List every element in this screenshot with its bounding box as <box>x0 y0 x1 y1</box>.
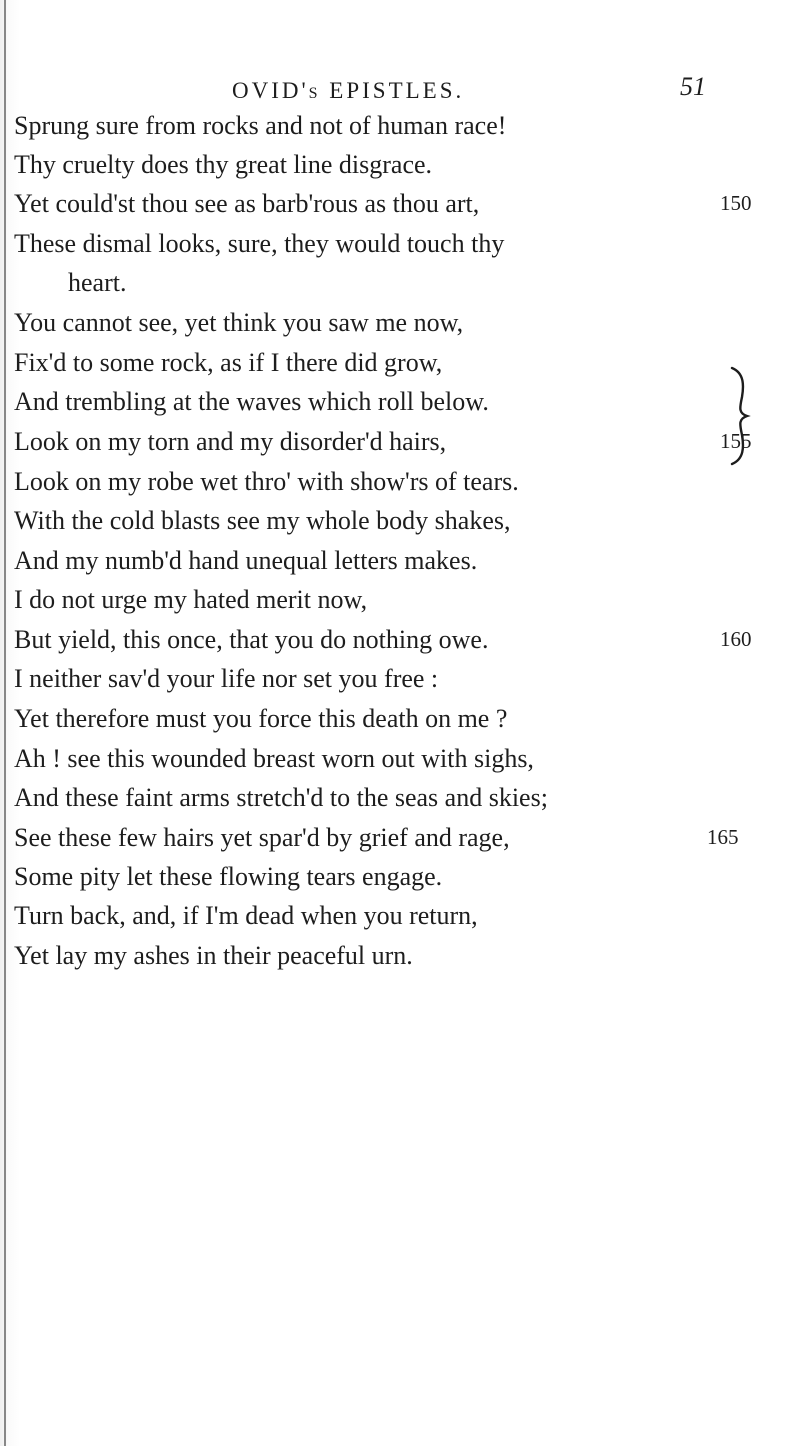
poem-line-text: Thy cruelty does thy great line disgrace. <box>14 150 433 179</box>
poem-line-text: Yet therefore must you force this death on me ? <box>14 704 508 733</box>
poem-line-text: See these few hairs yet spar'd by grief and rage, <box>14 823 510 852</box>
poem-line-text: You cannot see, yet think you saw me now, <box>14 308 464 337</box>
poem-line-text: Look on my torn and my disorder'd hairs, <box>14 427 447 456</box>
poem-line-text: Fix'd to some rock, as if I there did grow, <box>14 348 443 377</box>
line-number: 160 <box>720 627 752 651</box>
poem-line-text: Ah ! see this wounded breast worn out with sighs, <box>14 744 534 773</box>
line-number: 150 <box>720 191 752 215</box>
page-number: 51 <box>680 72 706 101</box>
poem-line-text: I do not urge my hated merit now, <box>14 585 368 614</box>
line-number: 165 <box>707 825 739 849</box>
poem-line-text: Turn back, and, if I'm dead when you return, <box>14 901 478 930</box>
poem-line-text: Some pity let these flowing tears engage. <box>14 862 443 891</box>
binding-edge <box>4 0 6 1446</box>
poem-line-text: These dismal looks, sure, they would touch thy <box>14 229 505 258</box>
poem-line-text: But yield, this once, that you do nothing owe. <box>14 625 489 654</box>
poem-line-text: Look on my robe wet thro' with show'rs of tears. <box>14 467 519 496</box>
triplet-brace-icon <box>728 365 752 467</box>
poem-line-text: I neither sav'd your life nor set you free : <box>14 664 439 693</box>
line-number: 155 <box>720 429 752 453</box>
poem-line-text: And my numb'd hand unequal letters makes. <box>14 546 478 575</box>
poem-line-text: Sprung sure from rocks and not of human race! <box>14 111 507 140</box>
running-head <box>0 72 800 112</box>
poem-line-text: Yet could'st thou see as barb'rous as thou art, <box>14 189 480 218</box>
poem-line-text: And trembling at the waves which roll below. <box>14 387 489 416</box>
poem-line-text: And these faint arms stretch'd to the seas and skies; <box>14 783 548 812</box>
running-title: OVID's EPISTLES. <box>232 78 465 103</box>
poem-line-text: Yet lay my ashes in their peaceful urn. <box>14 941 413 970</box>
poem-line-text: heart. <box>68 268 127 297</box>
poem-line-text: With the cold blasts see my whole body shakes, <box>14 506 511 535</box>
